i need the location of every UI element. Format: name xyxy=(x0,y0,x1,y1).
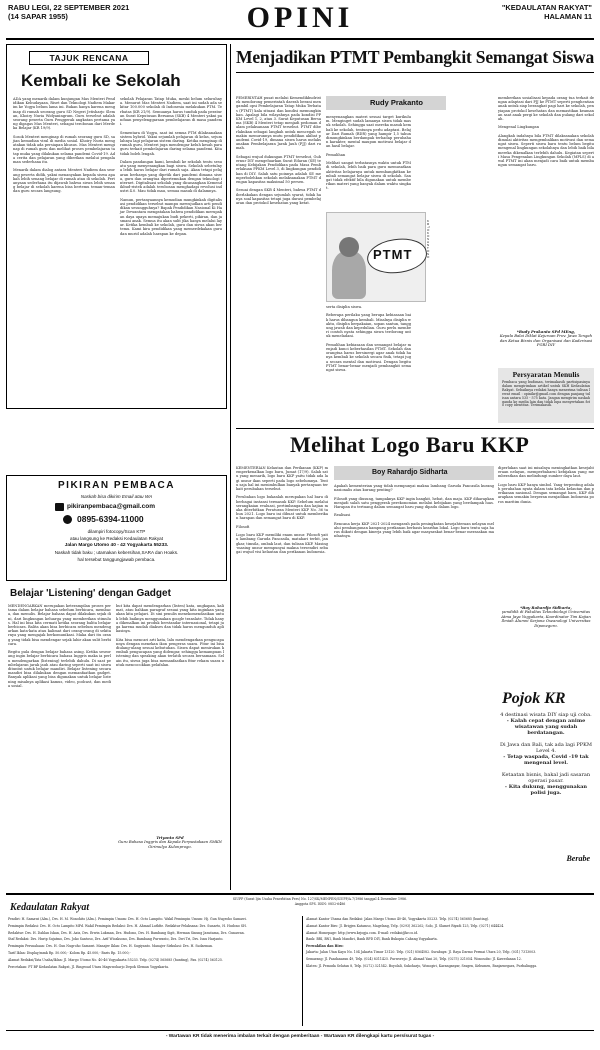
student-head xyxy=(339,237,359,257)
kkp-sig-role: pendidik di Fakultas Teknobiologi Universitas Atma Jaya Yogyakarta, Koordinator Tim Kajian Ilmiah Alumni Sarjana Oseanologi Universitas Diponegoro. xyxy=(501,609,591,628)
pojok-kr xyxy=(498,690,594,886)
footer-left-7: Alamat Redaksi/Tata Usaha/Iklan: Jl. Margo Utomo No. 40-46 Yogyakarta 55233. Telp. (0274) 565685 (hunting), Fax. (0274) 563125. xyxy=(8,957,223,962)
footer-right-5: Perwakilan dan Biro: xyxy=(306,944,344,949)
footer-bottom-note: - Wartawan KR tidak menerima imbalan terkait dengan pemberitaan - Wartawan KR dilengkapi kartu pers/surat tugas - xyxy=(165,1034,435,1039)
footer-issn: Anggota SPS. ISSN: 0852-6486 xyxy=(294,902,346,906)
tajuk-col-2: sekolah Pelajaran Tatap Muka, meski belum seluruhnya. Menurut Mas Menteri Nadiem, saat ini sudah ada sekitar 100.000 sekolah di Indonesia melakukan PTM. Terbatas (KR 21/9). Semuanya harus tunduk pada peraturan Surat Keputusan Bersama (SKB) 4 Menteri yakni panduan penyelenggaraan pembelajaran di masa pandemi. Sementara di Yogya, saat ini semua PTM dilaksanakan sistem hybrid. Yakni sejumlah pelajaran di kelas, sejumlahnya lagi pelajaran sistem daring. Ketika menginap di rumah guru, Menteri juga mendengar keluh kesah para guru terkait pembelajaran daring selama pandemi. Kita tidak boleh lengah. Dalam pandangan kami, kembali ke sekolah tentu sesuatu yang menyenangkan bagi siswa. Sekolah sebetulnya lebih harus belajar dari rumah saja. Akan tetapi pelajaran berharga yang dipetik dari pandemi dimana siswa, guru dan orangtua dipertemukan dengan teknologi internet. Digitalisasi sekolah yang dicanangkan Kemendikbud-ristek adalah terobosan menghadapi revolusi industri 4.0. Mau tidak mau, semua masuk di dalamnya. Namun, pertanyaannya kemudian mungkinkah digitalisasi pendidikan tersebut mampu mewujudkan arti pendidikan sesungguhnya? Bapak Pendidikan Nasional Ki Hajar Dewantara mengatakan bahwa pendidikan merupakan daya upaya memajukan budi pekerti, pikiran, dan jasmani anak. Semua itu akan sulit jika hanya melalui layar. Ketika kembali ke sekolah, guru dan siswa akan bertemu. Kami kira pendidikan yang memerdekakan guru dan murid adalah harapan ke depan. xyxy=(120,97,223,236)
footer-right-3: Alamat Homepage: http://www.krjogja.com. E-mail: redaksi@kr.co.id. xyxy=(306,930,419,935)
kkp-title: Melihat Logo Baru KKP xyxy=(290,432,530,457)
ptmt-col-4: memberikan sosialisasi kepada orang tua terkait dengan adaptasi dari PJJ ke PTMT seperti penghentian anak untuk siap berangkat pagi hari ke sekolah, penyiapan protokol kesehatan dan memastikan keamanan saat anak pergi ke sekolah dan pulang dari sekolah. Mengenal Lingkungan Alangkah indahnya bila PTMT dilaksanakan sekolah dimulai aktivitas mengembalikan motivasi dan semangat siswa. Seperti siswa baru tentu belum begitu mengenal lingkungan sekolahnya dan lebih baik bila mereka dikenalkan terlebih dahulu. Kegiatan seperti Masa Pengenalan Lingkungan Sekolah (MPLS) di awal PTMT ini akan menjadi cara baik untuk membangun semangat baru. xyxy=(498,96,594,168)
column-divider xyxy=(230,44,231,890)
footer-left-2: Pemimpin Redaksi: Drs. H. Octo Lampito MPd. Wakil Pemimpin Redaksi: Drs. H. Ahmad Luthfie. Redaktur Pelaksana: Drs. Sunarto, H. Hudono SH. xyxy=(8,923,247,928)
tajuk-label: TAJUK RENCANA xyxy=(29,51,149,65)
tajuk-col-1: ADA yang menarik dalam kunjungan Mas Menteri Pendidikan Kebudayaan, Riset dan Teknologi Nadiem Makarim ke Yogya belum lama ini. Bukan hanya karena menginap di rumah seorang guru SD Negeri Jetisharjo Sleman, Khoiry Nuria Widyaningrum. Guru tersebut adalah seorang peserta Guru Penggerak angkatan pertama yang digagas Mas Menteri, sebagai terobosan dari Merdeka Belajar (KR 19/9). Sosok Menteri menginap di rumah seorang guru SD, sajian kemudian viral di media sosial. Khoiry Nuria mengatakan tidak ada persiapan khusus. Mas Menteri menginap di rumah guru dan melihat proses pembelajaran tatap muka yang dilakukan selama pandemi Covid-19. Ada cerita dan pelajaran yang diberikan melalui pengalaman sederhana itu. Menarik dalam dialog antara Menteri Nadiem dan seorang peserta didik, yakni menanyakan kepada siswa apakah lebih senang belajar di rumah atau di sekolah. Pertanyaan sederhana itu dijawab bahwa siswa lebih senang belajar di sekolah karena bisa bertemu teman-teman dan guru secara langsung. xyxy=(13,97,115,194)
kkp-col-3: diperlukan saat ini misalnya meningkatkan kesejahteraan nelayan, memperbaharui kebijakan yang memberatkan dan melindungi sumber daya laut. Logo baru KKP hanya simbol. Yang terpenting adalah perubahan nyata dalam tata kelola kelautan dan perikanan nasional. Dengan semangat baru, KKP diharapkan semakin berperan menjadikan Indonesia poros maritim dunia. xyxy=(498,466,594,504)
belajar-sig-role: Guru Bahasa Inggris dan Kepala Perpustakaan SMKN Girimulyo Kulonprogo. xyxy=(117,839,222,849)
footer-left-4: Staf Redaksi: Drs. Hurip Sujatmo, Drs. Joko Santoso, Drs. Arif Wicaksono, Drs. Bambang Purwanto, Drs. Dwi Tri, Drs. Isnu Harjanto. xyxy=(8,937,224,942)
pikiran-line2: dilampiri fotocopy/Scan KTP xyxy=(87,529,146,534)
kkp-signature xyxy=(498,606,594,650)
footer-right-4: Bank: BRI, BNI, Bank Mandiri, Bank BPD DIY, Bank Bukopin Cabang Yogyakarta. xyxy=(306,937,438,942)
saka-line: (14 SAPAR 1955) xyxy=(8,11,68,21)
pojok-item-3b: - Kita dukung, menggunakan polisi juga. xyxy=(504,784,588,796)
paper-line: "KEDAULATAN RAKYAT" xyxy=(501,3,592,12)
kkp-col-2: Apakah kementerian yang tidak mempunyai makna lambang Garuda Pancasila kurang nasionalis atau kurang penting? Filosofi yang diusung, tampaknya KKP ingin bangkit, hebat, dan maju. KKP diharapkan menjadi salah satu penggerak perekonomian melalui kebijakan yang berdampak luas. Harapan itu tertuang dalam semangat baru yang dipadu dalam logo. Realisasi Rencana kerja KKP 2021-2024 mengarah pada peningkatan kesejahteraan nelayan melalui pembangunan kampung perikanan berbasis kearifan lokal. Logo baru tentu saja harus diikuti dengan kinerja yang lebih baik agar masyarakat benar-benar merasakan manfaatnya. xyxy=(334,484,494,539)
pikiran-line1: Naskah bisa dikirim Email atau WA xyxy=(80,494,153,499)
kkp-sig-name: *Boy Rahardjo Sidharta, xyxy=(520,605,572,610)
belajar-signature xyxy=(116,836,224,882)
footer-right-7: Semarang: Jl. Pandanaran 49, Telp. (024) 8311425. Purworejo: Jl. Ahmad Yani 20, Telp. (0275) 321054. Wonosobo: Jl. Kawedanan 12. xyxy=(306,956,522,961)
ptmt-col-2: menyenangkan materi sesuai target kurikulum. Menginget sudah lamanya siswa tidak masuk sekolah. Sehingga saat mereka masuk kembali ke sekolah, tentunya perlu adaptasi. Belajar Dari Rumah (BDR) yang hampir 1,5 tahun dimungkinkan berdampak terhadap perubahan karakter, mental maupun motivasi belajar dan hasil belajar. Pemulihan Melihat sangat terbatasnya waktu untuk PTM di sekolah, lebih baik para guru memusatkan aktivitas belajarnya untuk membangkitkan kembali semangat belajar siswa di sekolah. Sangat tidak efektif bila digunakan untuk memberikan materi yang banyak dalam waktu singkat. xyxy=(326,115,411,191)
ptmt-author: Rudy Prakanto xyxy=(326,96,446,110)
pikiran-line5: Naskah tidak baku ; utamakan kebersihan,SARA dan Hoaks. xyxy=(54,550,179,555)
persyaratan-body: Pembaca yang budiman, terimakasih partisipasinya dalam mengirimkan artikel untuk SKH Kedaulatan Rakyat. Sebaiknya redaksi hanya menerima tulisan lewat email : opinikr@gmail.com dengan panjang tulisan antara 535 - 575 kata. Jangan mengirim naskah ganda ke media lain dan tidak lupa menyertakan foto copy identitas. Terimakasih. xyxy=(502,380,592,408)
footer-right-2: Alamat Kantor Biro: Jl. Brigjen Katamso, Magelang, Telp. (0293) 362262; Solo, Jl. Slamet Riyadi 125, Telp. (0271) 644424. xyxy=(306,923,505,928)
belajar-sig-name: Triyanto SPd xyxy=(156,835,184,840)
persyaratan-box xyxy=(498,368,594,423)
pojok-item-1b: - Kalah cepat dengan anime wisatawan yang sudah berdatangan. xyxy=(506,718,586,736)
pojok-item-3: Ketaatan bisnis, bakal jadi sasaran operasi pasar. xyxy=(501,772,591,784)
pojok-item-1: 4 destinasi wisata DIY siap uji coba. xyxy=(500,712,592,718)
ptmt-col-3: serta disiplin siswa. Beberapa perilaku yang berupa kebiasaan baik harus dibangun kembali. Misalnya disiplin waktu, disiplin berpakaian, sopan santun, tanggung jawab dan kepedulian. Guru perlu memberi contoh nyata sehingga siswa terdorong untuk meneladani. Pemulihan kebiasaan dan semangat belajar menjadi kunci keberhasilan PTMT. Sekolah dan orangtua harus bersinergi agar anak tidak hanya kembali ke sekolah secara fisik, tetapi juga secara mental dan motivasi. Dengan begitu PTMT benar-benar menjadi pembangkit semangat siswa. xyxy=(326,305,411,373)
tajuk-title: Kembali ke Sekolah xyxy=(21,71,181,90)
ptmt-illus-label: PTMT xyxy=(373,247,413,262)
whatsapp-icon xyxy=(63,515,72,524)
footer-left-8: Percetakan: PT BP Kedaulatan Rakyat, Jl. Ringroad Utara Maguwoharjo Depok Sleman Yogyakarta. xyxy=(8,964,169,969)
page-line: HALAMAN 11 xyxy=(544,11,592,21)
footer-right xyxy=(306,918,594,1026)
kkp-top-rule xyxy=(236,428,594,429)
belajar-col-1: MENDENGARKAN merupakan keterampilan proses pertama dalam belajar bahasa sebelum berbicara, membaca, dan menulis. Belajar bahasa dapat dilakukan sejak dini, dari lingkungan keluarga yang memberikan stimulus. Hal ini bisa kita cermati ketika seorang balita belajar berbicara. Balita akan bisa berbicara sebelum mendengarkan kata-kata atau kalimat dari orang-orang di sekitarnya yang mengajak berkomunikasi. Maka dari itu orang yang tidak bisa mendengar sejak lahir akan sulit berbicara. Begitu pula dengan belajar bahasa asing. Ketika seseorang ingin belajar berbicara bahasa Inggris maka ia perlu mendengarkan (listening) terlebih dahulu. Di saat pembelajaran jarak jauh atau daring seperti saat ini siswa dituntut untuk belajar mandiri. Belajar listening secara mandiri bisa dilakukan dengan memanfaatkan gadget. Banyak aplikasi yang bisa digunakan untuk belajar listening misalnya aplikasi kamus, video, podcast, dan media sosial. xyxy=(8,604,111,688)
ptmt-col-1: PEMERINTAH pusat melalui Kemendikbudristek mendorong pemerintah daerah berani mengambil opsi Pembelajaran Tatap Muka Terbatas (PTMT) kala situasi dan kondisi memungkinkan. Apalagi bila wilayahnya pada kondisi PPKM Level 1, 2, atau 3. Surat Keputusan Bersama (SKB) 4 Menteri tetap menjadi pedoman dalam pelaksanaan PTMT tersebut. PTMT diberlakukan sebagai langkah untuk mencegah semakin menurunnya mutu pendidikan akibat pandemi Covid-19, dimana siswa harus melaksanakan Pembelajaran Jarak Jauh (PJJ) dari rumah. Sebagai wujud dukungan PTMT tersebut, Gubernur DIY mengeluarkan Surat Edaran (SE) tentang Kebijakan Pendidikan pada Masa Pemberlakuan PPKM Level 3, di lingkungan pendidikan di DIY. Salah satu poinnya adalah SE memperbolehkan sekolah melaksanakan PTMT dengan kapasitas maksimal 50 persen. Sesuai dengan SKB 4 Menteri, bahwa PTMT diberlakukan dengan sejumlah syarat, tidak hanya soal kapasitas tetapi juga durasi pembelajaran dan protokol kesehatan yang ketat. xyxy=(236,96,322,206)
belajar-title: Belajar 'Listening' dengan Gadget xyxy=(10,588,171,599)
belajar-col-2: but kita dapat mendengarkan (listen) kata, ungkapan, kalimat, atau bahkan paragraf sesuai yang kita inginkan yang akan kita pelajari. Di sini penulis menekomendasikan untuk lebih baiknya menggunakan google translate. Tidak hanya dikenalkan ini produk berstandar internasional, tetapi juga karena mudah diakses dan tidak harus mengunduh aplikasinya. Kita bisa mencari arti kata, lalu mendengarkan pengucapannya dengan menekan ikon pengeras suara. Fitur ini bisa diulang-ulang sesuai kebutuhan. Siswa dapat menirukan kembali pengucapan yang didengar, sehingga kemampuan listening dan speaking akan terlatih secara bersamaan. Selain itu, siswa juga bisa memanfaatkan fitur rekam suara untuk mencocokkan pelafalan. xyxy=(116,604,224,667)
persyaratan-title: Persyaratan Menulis xyxy=(512,370,580,379)
pojok-item-2: Di Jawa dan Bali, tak ada lagi PPKM Level 4. xyxy=(500,742,592,754)
pojok-list xyxy=(500,712,592,796)
pikiran-phone: 0895-6394-11000 xyxy=(77,514,144,524)
footer-right-1: Alamat Kantor Utama dan Redaksi: Jalan Margo Utomo 40-46, Yogyakarta 55233. Telp. (0274) 565685 (hunting). xyxy=(306,917,490,921)
footer-left-5: Pemimpin Perusahaan: Drs. H. Gun Nugroho Samawi. Manajer Iklan: Drs. H. Sugiyanto. Manajer Sirkulasi: Drs. H. Sudarman. xyxy=(8,944,214,949)
pojok-signature: Berabe xyxy=(566,854,590,863)
footer-siup: SIUPP (Surat Ijin Usaha Penerbitan Pers) No. 127/SK/MENPEN/SIUPP/A.7/1986 tanggal 4 Desember 1986. xyxy=(232,897,408,901)
pojok-item-2b: - Tetap waspada, Covid -19 tak mengenal level. xyxy=(503,754,589,766)
ptmt-title: Menjadikan PTMT Pembangkit Semangat Siswa xyxy=(236,47,595,67)
ptmt-sig-role: Kepala Balai Diklat Kejuruan Prov. Jawa Tengah dan Ketua Bisnis dan Organisasi dan Kaderisasi PGRI DIY xyxy=(499,333,593,348)
footer-right-8: Klaten: Jl. Pemuda Selatan 8, Telp. (0272) 321542. Boyolali, Sukoharjo, Wonogiri, Karanganyar, Sragen, Kebumen, Banjarnegara, Purbalingga. xyxy=(306,963,538,968)
footer-left-6: Tarif Iklan: Display/mmk Rp. 50.000,- Kolom Rp. 45.000,- Baris Rp. 15.000,- xyxy=(8,950,131,955)
pikiran-email: pikiranpembaca@gmail.com xyxy=(67,503,155,510)
header-rule xyxy=(6,38,594,40)
footer-bottom-rule xyxy=(6,1030,594,1031)
footer-divider xyxy=(302,916,303,1026)
student-figure xyxy=(332,251,366,299)
pikiran-pembaca-box xyxy=(6,475,227,581)
pikiran-line4: Jalan Margo Utomo 40 - 42 Yogyakarta 55233. xyxy=(64,543,169,548)
ptmt-illus-credit: KR-JOKO SANTOSO xyxy=(427,219,430,259)
ptmt-signature xyxy=(498,330,594,364)
ptmt-title-rule xyxy=(236,72,594,73)
pikiran-line3: atau langsung ke Redaksi Kedaulatan Rakyat xyxy=(70,536,163,541)
ptmt-sig-name: *Rudy Prakanto SPd MEng, xyxy=(516,329,576,334)
footer-left-1: Pendiri: H. Samawi (Alm.), Drs. H. M. Wonohito (Alm.). Pemimpin Umum: Drs. H. Octo Lampito. Wakil Pemimpin Umum: Hj. Gun Nugroho Samawi. xyxy=(8,917,247,921)
footer-rule xyxy=(6,893,594,895)
email-icon xyxy=(55,503,64,511)
tajuk-rencana xyxy=(6,44,227,409)
footer-logo: Kedaulatan Rakyat xyxy=(10,902,90,913)
pikiran-line6: hal tersebut tanggungjawab pembaca. xyxy=(77,557,156,562)
pojok-title: Pojok KR xyxy=(502,690,566,707)
footer-right-6: Jakarta: Jalan Utan Kayu No. 104 Jakarta Timur 13120. Telp. (021) 8564582. Surabaya: Jl. Raya Darmo Permai Utara 20, Telp. (031) 7313003. xyxy=(306,949,537,954)
footer-left xyxy=(8,918,298,1026)
ptmt-illustration xyxy=(326,212,426,302)
header-paper xyxy=(502,4,592,21)
footer-left-3: Redaktur: Drs. H. Dahlan Iskan, Drs. H. Aziz, Drs. Erwin Lukman, Drs. Hudono, Drs. H. Bambang Sigit, Herman Sinung Janutama, Drs. Gunawan. xyxy=(8,930,245,935)
kkp-col-1: KEMENTERIAN Kelautan dan Perikanan (KKP) memperkenalkan logo baru, Jumat (17/9). Salah satu yang menarik, logo baru KKP yaitu tidak ada lagi unsur ikan seperti pada logo sebelumnya. Tentu saja hal ini menimbulkan banyak pertanyaan terkait perubahan tersebut. Perubahan logo bukanlah merupakan hal baru di berbagai instansi termasuk KKP. Sebelum melalui serangkaian evaluasi, pertimbangan dan kajian maka diterbitkan Peraturan Menteri KKP No. 36 tahun 2021. Logo baru ini dibuat untuk memberikan harapan dan semangat baru di KKP. Filosofi Logo baru KKP memiliki enam unsur. Filosofi yaitu lambang Garuda Pancasila, matahari terbit, jangkar, timsila, ombak laut, dan tulisan KKP. Masing-masing unsur mempunyai makna tersendiri sebagai wujud visi kelautan dan perikanan Indonesia. xyxy=(236,466,328,555)
date-line: RABU LEGI, 22 SEPTEMBER 2021 xyxy=(8,3,130,12)
kkp-author: Boy Rahardjo Sidharta xyxy=(334,466,494,480)
section-title: OPINI xyxy=(246,1,354,34)
pikiran-title: PIKIRAN PEMBACA xyxy=(58,480,175,491)
